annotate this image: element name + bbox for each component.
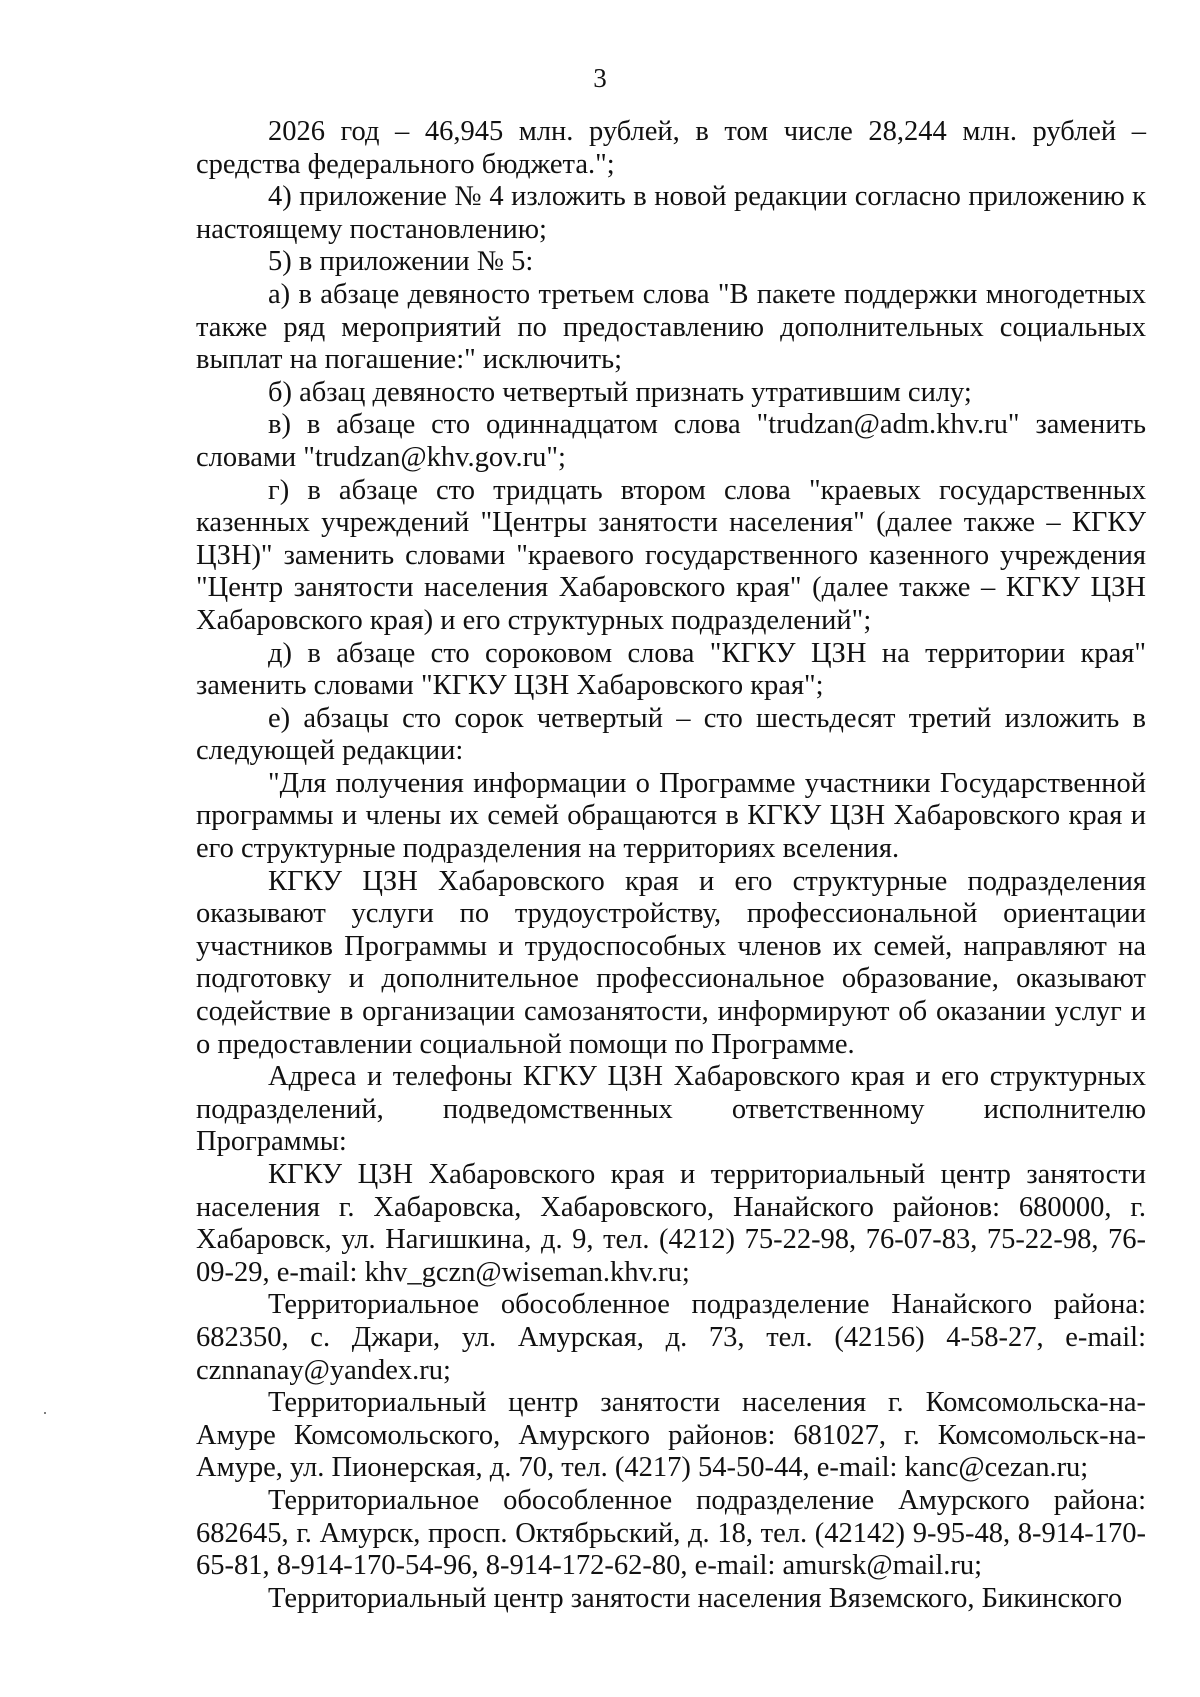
- paragraph: Территориальный центр занятости населения г. Комсомольска-на-Амуре Комсомольского, Амурского районов: 681027, г. Комсомольск-на-Амуре, ул. Пионерская, д. 70, тел. (4217) 54-50-44, e-mail: kanc@cezan.ru;: [196, 1387, 1146, 1484]
- paragraph: "Для получения информации о Программе участники Государственной программы и члены их семей обращаются в КГКУ ЦЗН Хабаровского края и его структурные подразделения на территориях вселения.: [196, 767, 1146, 865]
- paragraph: а) в абзаце девяносто третьем слова "В пакете поддержки многодетных также ряд мероприятий по предоставлению дополнительных социальных выплат на погашение:" исключить;: [196, 278, 1146, 376]
- paragraph: д) в абзаце сто сороковом слова "КГКУ ЦЗН на территории края" заменить словами "КГКУ ЦЗН Хабаровского края";: [196, 637, 1146, 702]
- paragraph: Территориальное обособленное подразделение Амурского района: 682645, г. Амурск, просп. Октябрьский, д. 18, тел. (42142) 9-95-48, 8-914-170-65-81, 8-914-170-54-96, 8-914-172-62-80, e-mail: amursk@mail.ru;: [196, 1484, 1146, 1582]
- paragraph: КГКУ ЦЗН Хабаровского края и территориальный центр занятости населения г. Хабаровска, Хабаровского, Нанайского районов: 680000, г. Хабаровск, ул. Нагишкина, д. 9, тел. (4212) 75-22-98, 76-07-83, 75-22-98, 76-09-29, e-mail: khv_gczn@wiseman.khv.ru;: [196, 1159, 1146, 1288]
- paragraph: КГКУ ЦЗН Хабаровского края и его структурные подразделения оказывают услуги по трудоустройству, профессиональной ориентации участников Программы и трудоспособных членов их семей, направляют на подготовку и дополнительное профессиональное образование, оказывают содействие в организации самозанятости, информируют об оказании услуг и о предоставлении социальной помощи по Программе.: [196, 865, 1146, 1060]
- paragraph: 4) приложение № 4 изложить в новой редакции согласно приложению к настоящему постановлению;: [196, 181, 1146, 245]
- paragraph: б) абзац девяносто четвертый признать утратившим силу;: [268, 376, 972, 408]
- paragraph: 2026 год – 46,945 млн. рублей, в том числе 28,244 млн. рублей – средства федерального бюджета.";: [196, 116, 1146, 180]
- page-number: 3: [593, 63, 607, 93]
- paragraph: 5) в приложении № 5:: [268, 246, 534, 278]
- scan-speck: [44, 1412, 46, 1414]
- paragraph: е) абзацы сто сорок четвертый – сто шестьдесят третий изложить в следующей редакции:: [196, 702, 1146, 767]
- document-body: [196, 116, 1146, 1615]
- paragraph: Адреса и телефоны КГКУ ЦЗН Хабаровского края и его структурных подразделений, подведомственных ответственному исполнителю Программы:: [196, 1061, 1146, 1158]
- paragraph: в) в абзаце сто одиннадцатом слова "trudzan@adm.khv.ru" заменить словами "trudzan@khv.gov.ru";: [196, 409, 1146, 473]
- paragraph: Территориальный центр занятости населения Вяземского, Бикинского: [268, 1582, 1123, 1614]
- paragraph: Территориальное обособленное подразделение Нанайского района: 682350, с. Джари, ул. Амурская, д. 73, тел. (42156) 4-58-27, e-mail: cznnanay@yandex.ru;: [196, 1289, 1146, 1386]
- paragraph: г) в абзаце сто тридцать втором слова "краевых государственных казенных учреждений "Центры занятости населения" (далее также – КГКУ ЦЗН)" заменить словами "краевого государственного казенного учреждения "Центр занятости населения Хабаровского края" (далее также – КГКУ ЦЗН Хабаровского края) и его структурных подразделений";: [196, 474, 1146, 636]
